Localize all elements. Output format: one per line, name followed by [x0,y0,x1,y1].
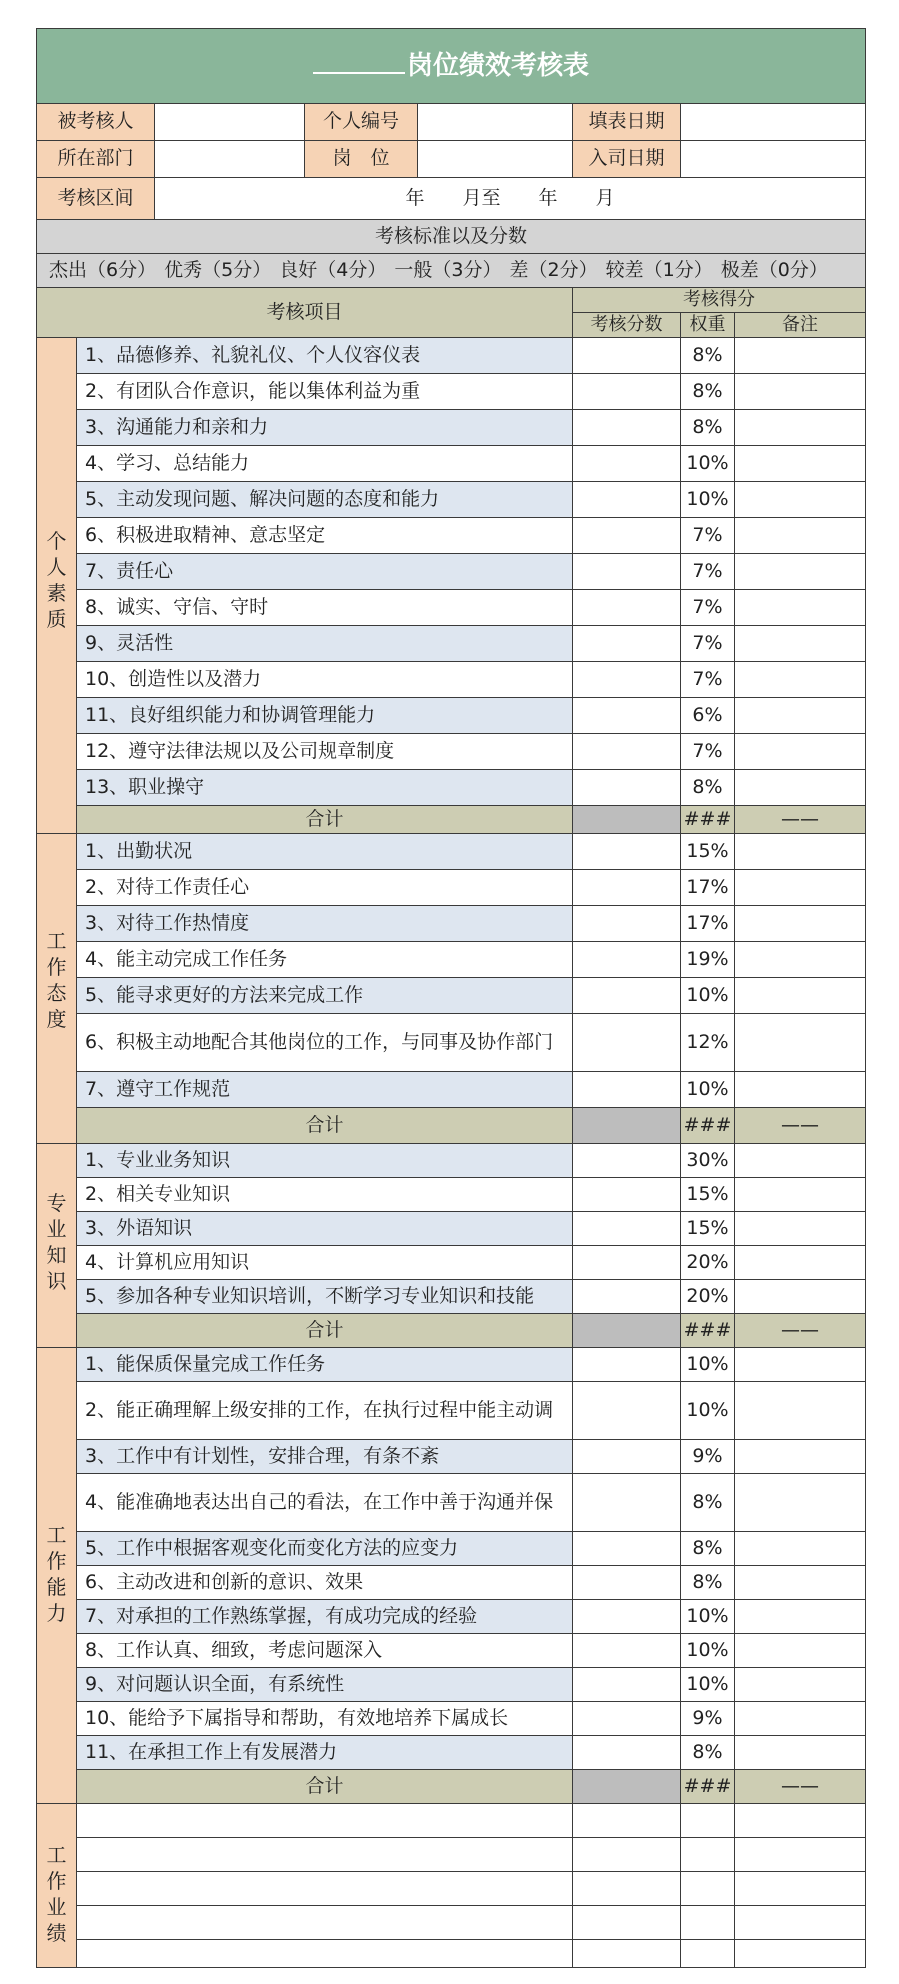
table-row [37,906,866,942]
score-input[interactable] [573,1440,681,1474]
score-input[interactable] [573,626,681,662]
item-column-header: 考核项目 [37,288,573,338]
score-input[interactable] [573,1702,681,1736]
appraisal-table [36,28,866,1968]
appraisal-item[interactable] [77,1940,573,1968]
weight-value: 8% [681,1532,735,1566]
sheet-title [37,29,866,104]
note-input[interactable] [735,1440,866,1474]
note-input[interactable] [735,1382,866,1440]
appraisal-item: 7、遵守工作规范 [77,1072,573,1108]
table-row [37,698,866,734]
appraisal-item: 1、出勤状况 [77,834,573,870]
appraisal-item: 5、主动发现问题、解决问题的态度和能力 [77,482,573,518]
weight-value: 8% [681,410,735,446]
weight-value[interactable] [681,1872,735,1906]
note-input[interactable] [735,554,866,590]
appraisal-item: 4、学习、总结能力 [77,446,573,482]
note-input[interactable] [735,626,866,662]
table-row [37,770,866,806]
appraisal-item: 10、能给予下属指导和帮助，有效地培养下属成长 [77,1702,573,1736]
weight-value: 10% [681,1072,735,1108]
table-row [37,1144,866,1178]
blank-row [37,1940,866,1968]
appraisal-item: 1、品德修养、礼貌礼仪、个人仪容仪表 [77,338,573,374]
total-row [37,1770,866,1804]
score-input[interactable] [573,942,681,978]
table-row [37,734,866,770]
appraisal-item: 13、职业操守 [77,770,573,806]
score-input[interactable] [573,1072,681,1108]
weight-value: 7% [681,626,735,662]
category-cell [37,1144,77,1348]
score-input[interactable] [573,734,681,770]
table-row [37,1600,866,1634]
hire-date-label: 入司日期 [573,141,681,178]
table-row [37,1566,866,1600]
weight-value: 15% [681,1178,735,1212]
score-input[interactable] [573,870,681,906]
weight-value: 20% [681,1246,735,1280]
note-input[interactable] [735,1072,866,1108]
weight-value: 10% [681,1382,735,1440]
appraisal-item: 3、沟通能力和亲和力 [77,410,573,446]
score-input[interactable] [573,1474,681,1532]
note-input[interactable] [735,770,866,806]
weight-value: 10% [681,1348,735,1382]
total-score [573,806,681,834]
score-input[interactable] [573,446,681,482]
note-input[interactable] [735,374,866,410]
weight-value: 10% [681,1668,735,1702]
score-input[interactable] [573,518,681,554]
appraisal-item: 8、工作认真、细致，考虑问题深入 [77,1634,573,1668]
appraisal-item: 10、创造性以及潜力 [77,662,573,698]
score-input[interactable] [573,1736,681,1770]
weight-value: 10% [681,482,735,518]
title-blank-line[interactable] [313,50,405,74]
score-input[interactable] [573,1246,681,1280]
total-row [37,1314,866,1348]
note-input[interactable] [735,1668,866,1702]
appraisal-item: 7、责任心 [77,554,573,590]
note-input[interactable] [735,1474,866,1532]
score-input[interactable] [573,590,681,626]
weight-value: 19% [681,942,735,978]
position-label: 岗 位 [305,141,418,178]
score-input[interactable] [573,1600,681,1634]
weight-value: 10% [681,1634,735,1668]
note-input[interactable] [735,338,866,374]
score-input[interactable] [573,1014,681,1072]
weight-value: 7% [681,590,735,626]
table-row [37,1702,866,1736]
note-input[interactable] [735,1212,866,1246]
weight-value: 7% [681,662,735,698]
table-row [37,1212,866,1246]
note-input[interactable] [735,1532,866,1566]
score-input[interactable] [573,1668,681,1702]
score-input[interactable] [573,338,681,374]
hire-date-field[interactable] [681,141,866,178]
department-label: 所在部门 [37,141,155,178]
table-row [37,446,866,482]
sheet-title-text: 岗位绩效考核表 [407,51,590,82]
appraisal-item: 12、遵守法律法规以及公司规章制度 [77,734,573,770]
weight-value: 8% [681,770,735,806]
appraisal-item: 11、良好组织能力和协调管理能力 [77,698,573,734]
score-input[interactable] [573,662,681,698]
reviewee-field[interactable] [155,104,305,141]
note-input[interactable] [735,1804,866,1838]
weight-value: 17% [681,906,735,942]
total-label: 合计 [77,1108,573,1144]
category-cell [37,834,77,1144]
table-row [37,410,866,446]
score-input[interactable] [573,1178,681,1212]
note-input[interactable] [735,1280,866,1314]
weight-value: 8% [681,1736,735,1770]
weight-value: 8% [681,374,735,410]
note-input[interactable] [735,734,866,770]
standards-heading: 考核标准以及分数 [37,220,866,254]
weight-value[interactable] [681,1838,735,1872]
appraisal-item: 3、对待工作热情度 [77,906,573,942]
appraisal-item: 1、专业业务知识 [77,1144,573,1178]
total-score [573,1770,681,1804]
score-input[interactable] [573,1634,681,1668]
note-input[interactable] [735,1940,866,1968]
table-row [37,870,866,906]
note-input[interactable] [735,590,866,626]
fill-date-label: 填表日期 [573,104,681,141]
appraisal-item: 2、能正确理解上级安排的工作，在执行过程中能主动调 [77,1382,573,1440]
weight-value: 12% [681,1014,735,1072]
weight-value[interactable] [681,1906,735,1940]
weight-value: 15% [681,1212,735,1246]
table-row [37,834,866,870]
score-input[interactable] [573,906,681,942]
appraisal-item: 5、参加各种专业知识培训，不断学习专业知识和技能 [77,1280,573,1314]
total-weight: ### [681,1108,735,1144]
note-input[interactable] [735,446,866,482]
weight-value[interactable] [681,1940,735,1968]
weight-value: 8% [681,338,735,374]
weight-value: 20% [681,1280,735,1314]
category-cell [37,338,77,834]
appraisal-item: 4、能准确地表达出自己的看法，在工作中善于沟通并保 [77,1474,573,1532]
appraisal-item: 5、能寻求更好的方法来完成工作 [77,978,573,1014]
table-row [37,1246,866,1280]
weight-value: 7% [681,518,735,554]
total-label: 合计 [77,1770,573,1804]
weight-value[interactable] [681,1804,735,1838]
period-label: 考核区间 [37,178,155,220]
weight-value: 9% [681,1440,735,1474]
note-input[interactable] [735,518,866,554]
period-field[interactable]: 年 月至 年 月 [155,178,866,220]
appraisal-item[interactable] [77,1838,573,1872]
table-row [37,374,866,410]
table-row [37,662,866,698]
note-input[interactable] [735,1144,866,1178]
appraisal-item[interactable] [77,1872,573,1906]
note-input[interactable] [735,482,866,518]
position-field[interactable] [418,141,573,178]
blank-row [37,1906,866,1940]
table-row [37,978,866,1014]
table-row [37,482,866,518]
note-input[interactable] [735,942,866,978]
score-input[interactable] [573,1144,681,1178]
appraisal-item: 1、能保质保量完成工作任务 [77,1348,573,1382]
score-input[interactable] [573,1212,681,1246]
appraisal-sheet [36,28,865,1968]
score-input[interactable] [573,1838,681,1872]
appraisal-item: 2、有团队合作意识，能以集体利益为重 [77,374,573,410]
appraisal-item: 2、相关专业知识 [77,1178,573,1212]
note-input[interactable] [735,1600,866,1634]
score-input[interactable] [573,554,681,590]
blank-row [37,1804,866,1838]
note-input[interactable] [735,834,866,870]
note-input[interactable] [735,662,866,698]
table-row [37,1072,866,1108]
note-input[interactable] [735,1838,866,1872]
table-row [37,1178,866,1212]
category-label: 工作能力 [46,1523,67,1625]
appraisal-item: 3、外语知识 [77,1212,573,1246]
blank-row [37,1872,866,1906]
weight-value: 10% [681,1600,735,1634]
category-label: 工作态度 [46,929,67,1031]
weight-value: 15% [681,834,735,870]
appraisal-item: 3、工作中有计划性，安排合理，有条不紊 [77,1440,573,1474]
score-input[interactable] [573,1532,681,1566]
score-input[interactable] [573,374,681,410]
note-input[interactable] [735,1014,866,1072]
note-input[interactable] [735,1634,866,1668]
category-cell [37,1348,77,1804]
table-row [37,1634,866,1668]
appraisal-item: 9、灵活性 [77,626,573,662]
note-input[interactable] [735,1348,866,1382]
total-row [37,1108,866,1144]
note-input[interactable] [735,1566,866,1600]
weight-value: 9% [681,1702,735,1736]
appraisal-item: 6、积极主动地配合其他岗位的工作，与同事及协作部门 [77,1014,573,1072]
score-input[interactable] [573,770,681,806]
total-note: —— [735,806,866,834]
table-row [37,1382,866,1440]
total-label: 合计 [77,1314,573,1348]
table-row [37,1348,866,1382]
score-input[interactable] [573,1280,681,1314]
total-note: —— [735,1314,866,1348]
category-label: 专业知识 [46,1191,67,1293]
table-row [37,1014,866,1072]
table-row [37,626,866,662]
total-weight: ### [681,1314,735,1348]
weight-value: 8% [681,1474,735,1532]
reviewee-label: 被考核人 [37,104,155,141]
score-input[interactable] [573,1906,681,1940]
note-input[interactable] [735,906,866,942]
appraisal-item: 8、诚实、守信、守时 [77,590,573,626]
table-row [37,1474,866,1532]
table-row [37,1532,866,1566]
employee-no-field[interactable] [418,104,573,141]
total-score [573,1314,681,1348]
note-input[interactable] [735,1702,866,1736]
weight-value: 17% [681,870,735,906]
weight-value: 30% [681,1144,735,1178]
score-input[interactable] [573,1872,681,1906]
weight-value: 8% [681,1566,735,1600]
score-input[interactable] [573,698,681,734]
appraisal-item: 5、工作中根据客观变化而变化方法的应变力 [77,1532,573,1566]
score-input[interactable] [573,834,681,870]
weight-value: 10% [681,446,735,482]
table-row [37,338,866,374]
table-row [37,1668,866,1702]
total-weight: ### [681,806,735,834]
appraisal-item: 11、在承担工作上有发展潜力 [77,1736,573,1770]
score-input[interactable] [573,1348,681,1382]
note-input[interactable] [735,870,866,906]
fill-date-field[interactable] [681,104,866,141]
weight-column-header: 权重 [681,313,735,338]
appraisal-item[interactable] [77,1906,573,1940]
standards-scale: 杰出（6分） 优秀（5分） 良好（4分） 一般（3分） 差（2分） 较差（1分） 极差（0分） [37,254,866,288]
note-input[interactable] [735,1906,866,1940]
total-note: —— [735,1108,866,1144]
score-input[interactable] [573,978,681,1014]
score-input[interactable] [573,482,681,518]
weight-value: 7% [681,554,735,590]
total-label: 合计 [77,806,573,834]
total-note: —— [735,1770,866,1804]
note-input[interactable] [735,978,866,1014]
category-cell [37,1804,77,1968]
score-group-header: 考核得分 [573,288,866,313]
weight-value: 7% [681,734,735,770]
score-input[interactable] [573,1566,681,1600]
appraisal-item: 6、积极进取精神、意志坚定 [77,518,573,554]
score-input[interactable] [573,1804,681,1838]
appraisal-item: 9、对问题认识全面，有系统性 [77,1668,573,1702]
note-input[interactable] [735,1178,866,1212]
table-row [37,1280,866,1314]
appraisal-item: 4、能主动完成工作任务 [77,942,573,978]
score-input[interactable] [573,1382,681,1440]
note-input[interactable] [735,410,866,446]
category-label: 个人素质 [46,529,67,631]
blank-row [37,1838,866,1872]
category-label: 工作业绩 [46,1843,67,1945]
appraisal-item: 4、计算机应用知识 [77,1246,573,1280]
weight-value: 6% [681,698,735,734]
table-row [37,518,866,554]
total-score [573,1108,681,1144]
note-column-header: 备注 [735,313,866,338]
appraisal-item: 7、对承担的工作熟练掌握，有成功完成的经验 [77,1600,573,1634]
total-weight: ### [681,1770,735,1804]
table-row [37,1440,866,1474]
table-row [37,590,866,626]
appraisal-item: 6、主动改进和创新的意识、效果 [77,1566,573,1600]
note-input[interactable] [735,1872,866,1906]
note-input[interactable] [735,1736,866,1770]
score-input[interactable] [573,410,681,446]
weight-value: 10% [681,978,735,1014]
employee-no-label: 个人编号 [305,104,418,141]
department-field[interactable] [155,141,305,178]
appraisal-item: 2、对待工作责任心 [77,870,573,906]
table-row [37,1736,866,1770]
total-row [37,806,866,834]
table-row [37,554,866,590]
note-input[interactable] [735,698,866,734]
score-input[interactable] [573,1940,681,1968]
note-input[interactable] [735,1246,866,1280]
appraisal-item[interactable] [77,1804,573,1838]
score-column-header: 考核分数 [573,313,681,338]
table-row [37,942,866,978]
